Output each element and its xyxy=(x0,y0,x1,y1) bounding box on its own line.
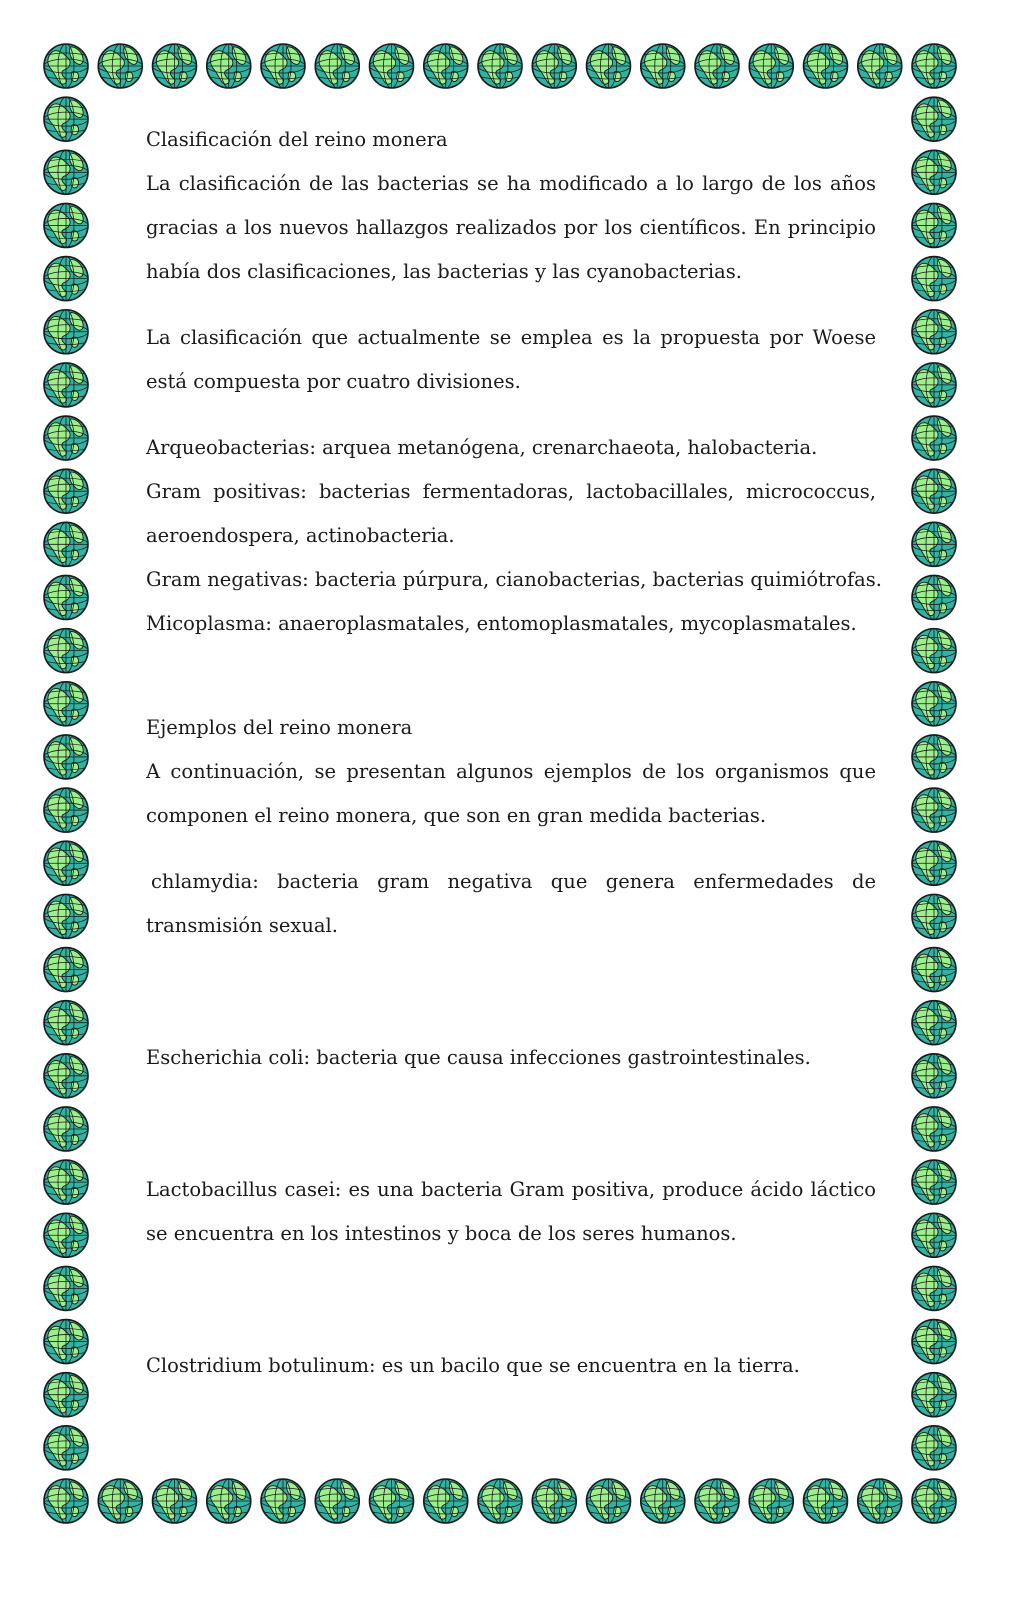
globe-icon xyxy=(44,522,88,566)
globe-icon xyxy=(641,1479,685,1523)
globe-icon xyxy=(912,97,956,141)
example-lactobacillus-cont: se encuentra en los intestinos y boca de los seres humanos. xyxy=(146,1222,737,1245)
globe-icon xyxy=(912,150,956,194)
globe-icon xyxy=(478,44,522,88)
paragraph-line: había dos clasificaciones, las bacterias y las cyanobacterias. xyxy=(146,260,742,283)
globe-icon xyxy=(912,1479,956,1523)
globe-icon xyxy=(912,310,956,354)
globe-icon xyxy=(44,150,88,194)
globe-icon xyxy=(695,44,739,88)
globe-icon xyxy=(749,1479,793,1523)
globe-icon xyxy=(44,1320,88,1364)
globe-icon xyxy=(44,1213,88,1257)
globe-icon xyxy=(587,44,631,88)
globe-icon xyxy=(912,363,956,407)
globe-icon xyxy=(912,469,956,513)
globe-icon xyxy=(912,1320,956,1364)
globe-icon xyxy=(44,1373,88,1417)
globe-icon xyxy=(912,522,956,566)
globe-icon xyxy=(912,1001,956,1045)
globe-icon xyxy=(207,44,251,88)
paragraph-line: A continuación, se presentan algunos ejemplos de los organismos que xyxy=(146,760,876,783)
globe-icon xyxy=(912,1107,956,1151)
globe-icon xyxy=(587,1479,631,1523)
globe-icon xyxy=(804,44,848,88)
section-title-clasificacion: Clasificación del reino monera xyxy=(146,128,448,151)
globe-icon xyxy=(858,1479,902,1523)
globe-icon xyxy=(912,1054,956,1098)
globe-icon xyxy=(44,682,88,726)
globe-icon xyxy=(207,1479,251,1523)
globe-icon xyxy=(44,1001,88,1045)
globe-icon xyxy=(912,1373,956,1417)
globe-icon xyxy=(912,416,956,460)
paragraph-line: componen el reino monera, que son en gran medida bacterias. xyxy=(146,804,767,827)
example-chlamydia: chlamydia: bacteria gram negativa que genera enfermedades de xyxy=(151,870,876,893)
globe-icon xyxy=(370,44,414,88)
example-clostridium: Clostridium botulinum: es un bacilo que se encuentra en la tierra. xyxy=(146,1354,800,1377)
globe-icon xyxy=(261,44,305,88)
globe-icon xyxy=(695,1479,739,1523)
paragraph-line: gracias a los nuevos hallazgos realizados por los científicos. En principio xyxy=(146,216,876,239)
globe-icon xyxy=(44,1107,88,1151)
globe-icon xyxy=(44,1479,88,1523)
globe-icon xyxy=(98,1479,142,1523)
globe-icon xyxy=(912,44,956,88)
paragraph-line: La clasificación de las bacterias se ha modificado a lo largo de los años xyxy=(146,172,876,195)
globe-icon xyxy=(858,44,902,88)
division-gram-positivas-cont: aeroendospera, actinobacteria. xyxy=(146,524,455,547)
division-arqueobacterias: Arqueobacterias: arquea metanógena, crenarchaeota, halobacteria. xyxy=(146,436,818,459)
globe-icon xyxy=(912,203,956,247)
globe-icon xyxy=(749,44,793,88)
globe-icon xyxy=(44,310,88,354)
globe-icon xyxy=(641,44,685,88)
globe-icon xyxy=(424,1479,468,1523)
globe-icon xyxy=(44,97,88,141)
globe-icon xyxy=(912,1426,956,1470)
globe-icon xyxy=(44,1266,88,1310)
globe-icon xyxy=(44,469,88,513)
globe-icon xyxy=(44,894,88,938)
globe-icon xyxy=(44,416,88,460)
globe-icon xyxy=(532,1479,576,1523)
globe-icon xyxy=(912,682,956,726)
globe-icon xyxy=(98,44,142,88)
example-escherichia-coli: Escherichia coli: bacteria que causa infecciones gastrointestinales. xyxy=(146,1046,811,1069)
division-gram-negativas: Gram negativas: bacteria púrpura, cianobacterias, bacterias quimiótrofas. xyxy=(146,568,883,591)
globe-icon xyxy=(44,1054,88,1098)
globe-icon xyxy=(912,1160,956,1204)
globe-icon xyxy=(912,1266,956,1310)
globe-icon xyxy=(424,44,468,88)
example-lactobacillus: Lactobacillus casei: es una bacteria Gram positiva, produce ácido láctico xyxy=(146,1178,876,1201)
globe-icon xyxy=(44,1426,88,1470)
division-gram-positivas: Gram positivas: bacterias fermentadoras, lactobacillales, micrococcus, xyxy=(146,480,876,503)
globe-icon xyxy=(912,841,956,885)
globe-icon xyxy=(44,44,88,88)
globe-icon xyxy=(44,257,88,301)
globe-icon xyxy=(912,575,956,619)
globe-icon xyxy=(912,629,956,673)
example-chlamydia-cont: transmisión sexual. xyxy=(146,914,338,937)
globe-icon xyxy=(44,629,88,673)
globe-icon xyxy=(153,44,197,88)
globe-icon xyxy=(912,894,956,938)
globe-icon xyxy=(912,788,956,832)
globe-icon xyxy=(315,44,359,88)
globe-icon xyxy=(44,948,88,992)
globe-icon xyxy=(912,1213,956,1257)
paragraph-line: está compuesta por cuatro divisiones. xyxy=(146,370,521,393)
globe-icon xyxy=(44,203,88,247)
document-body xyxy=(146,118,883,1388)
globe-icon xyxy=(912,948,956,992)
globe-icon xyxy=(44,735,88,779)
globe-icon xyxy=(44,788,88,832)
globe-icon xyxy=(44,575,88,619)
globe-icon xyxy=(261,1479,305,1523)
globe-icon xyxy=(44,363,88,407)
globe-icon xyxy=(315,1479,359,1523)
globe-icon xyxy=(153,1479,197,1523)
paragraph-line: La clasificación que actualmente se emplea es la propuesta por Woese xyxy=(146,326,876,349)
globe-icon xyxy=(532,44,576,88)
globe-icon xyxy=(478,1479,522,1523)
globe-icon xyxy=(370,1479,414,1523)
globe-icon xyxy=(44,841,88,885)
globe-icon xyxy=(804,1479,848,1523)
division-micoplasma: Micoplasma: anaeroplasmatales, entomoplasmatales, mycoplasmatales. xyxy=(146,612,857,635)
section-title-ejemplos: Ejemplos del reino monera xyxy=(146,716,413,739)
globe-icon xyxy=(44,1160,88,1204)
globe-icon xyxy=(912,735,956,779)
globe-icon xyxy=(912,257,956,301)
